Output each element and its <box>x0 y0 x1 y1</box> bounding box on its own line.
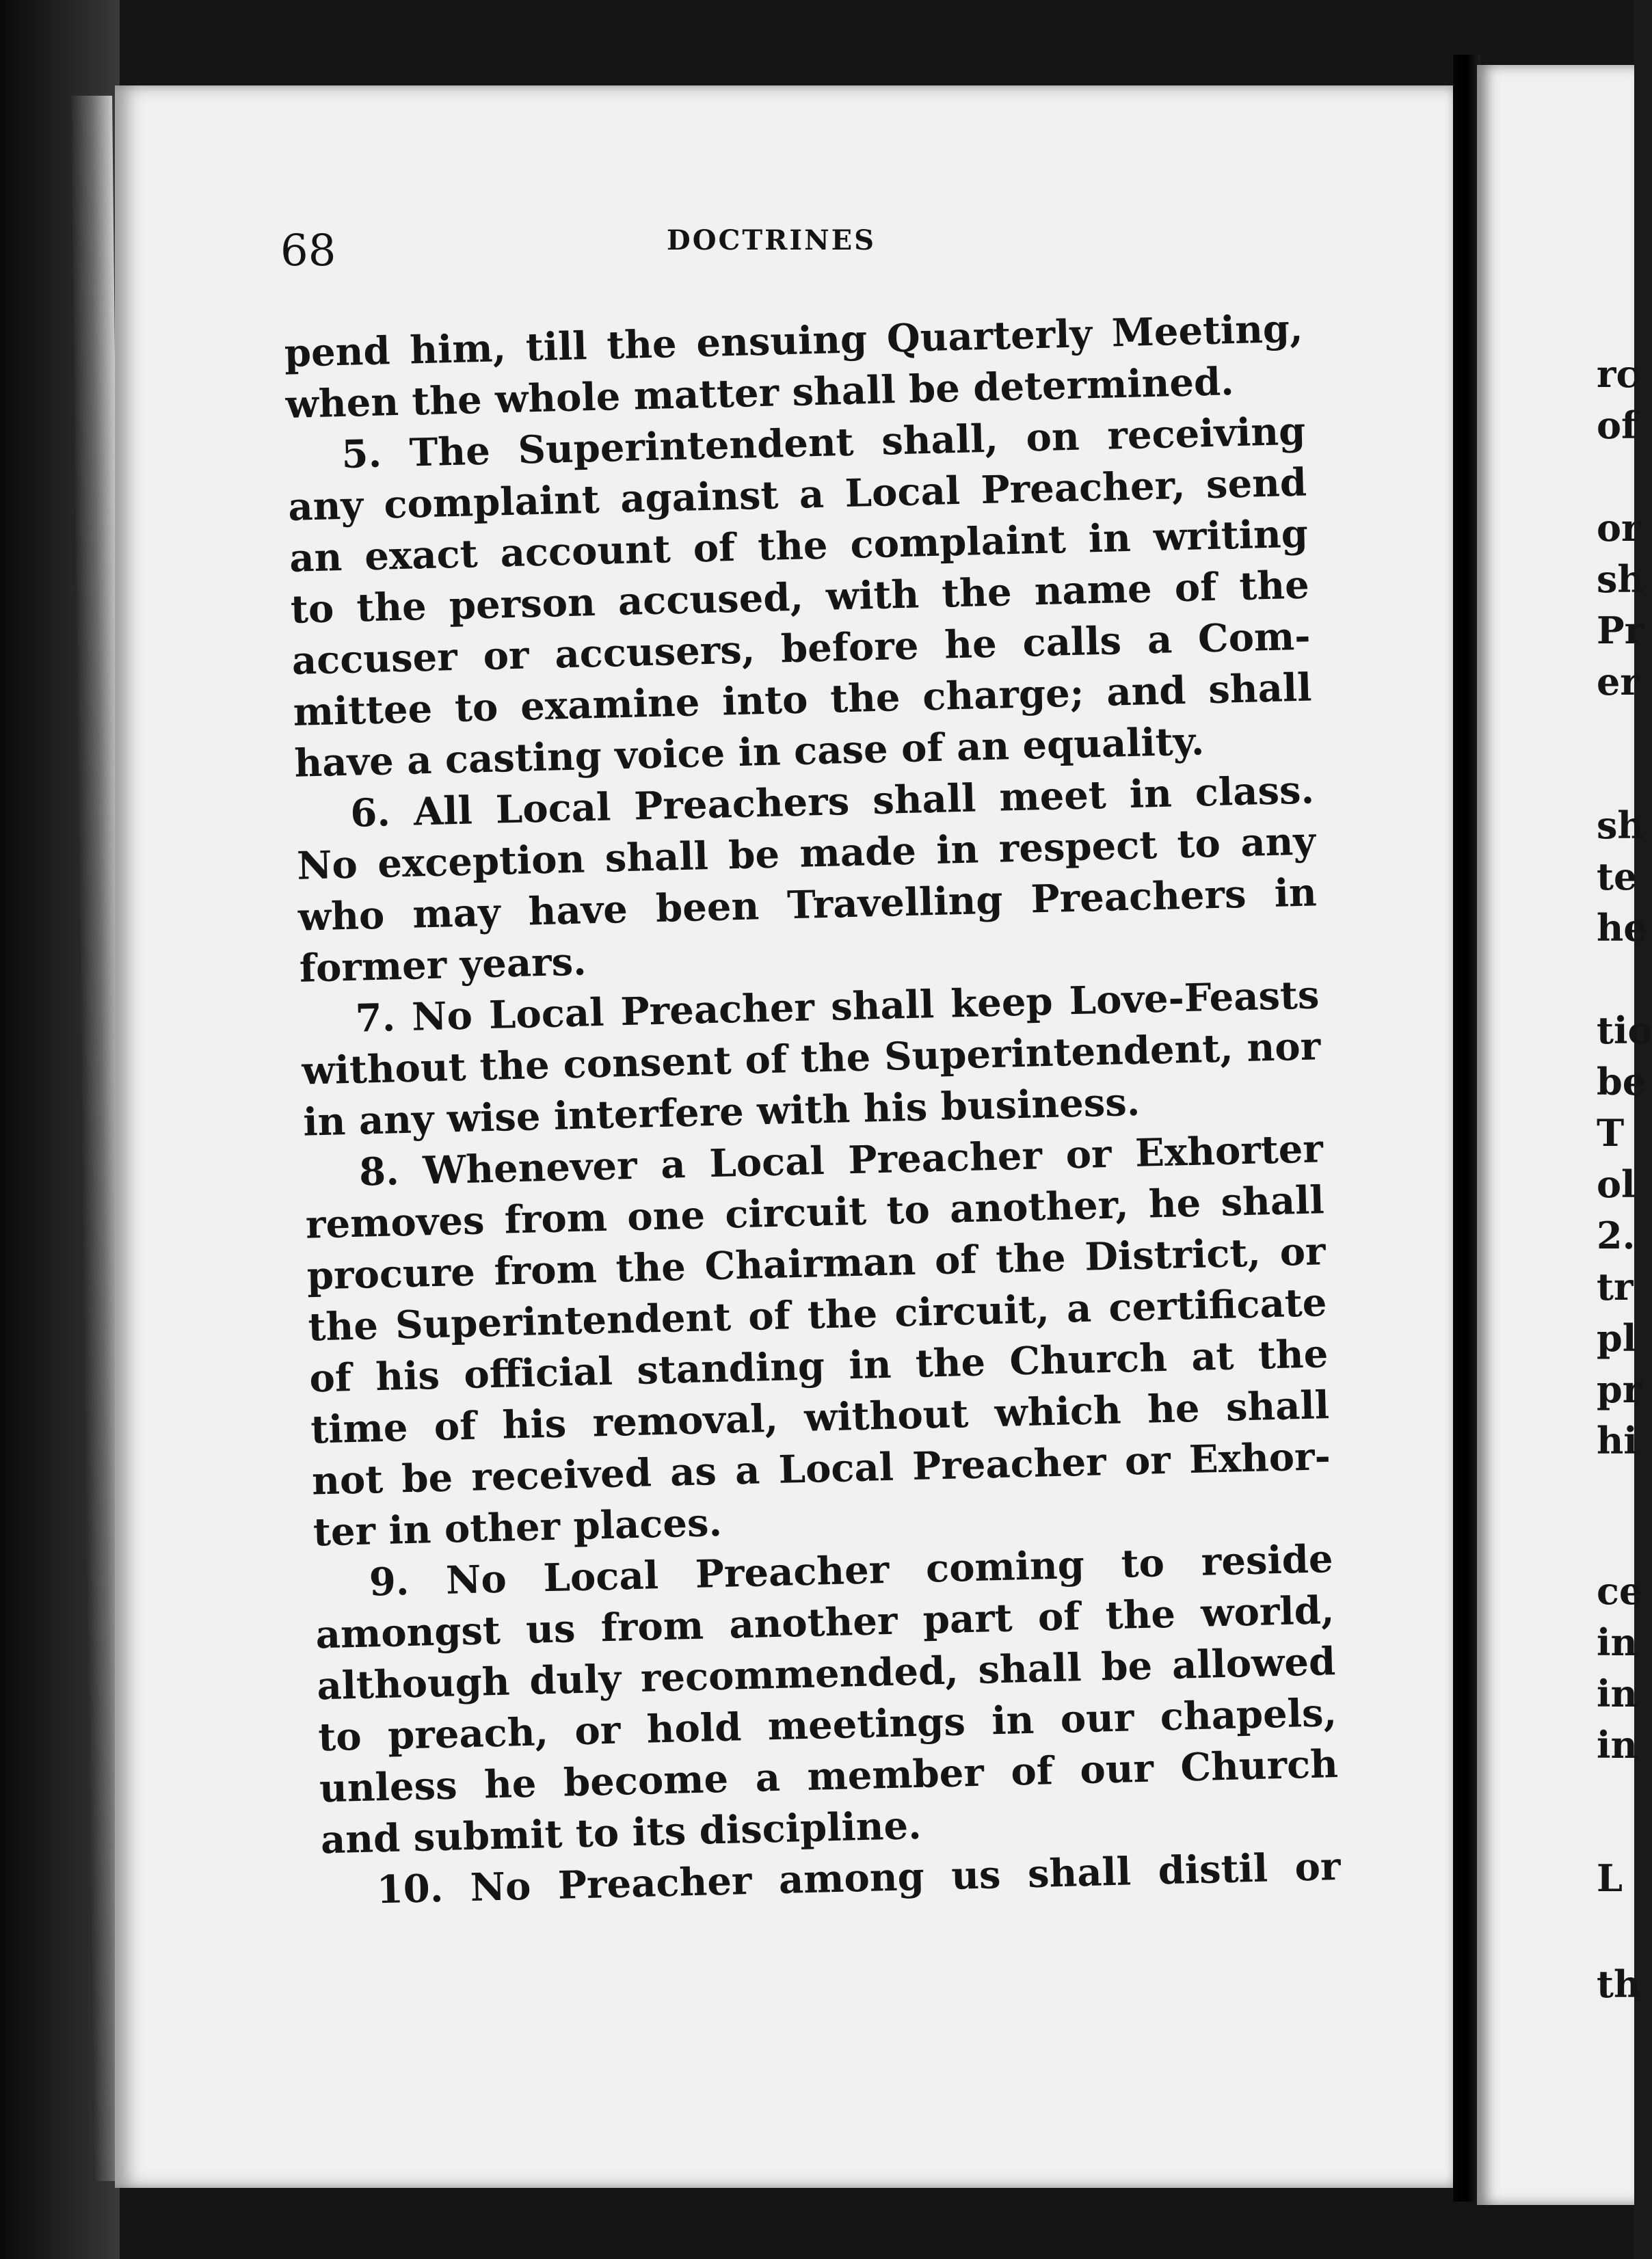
facing-page-fragment: T <box>1597 1111 1625 1155</box>
text-line: removes from one circuit to another, he shall <box>305 1177 1325 1248</box>
facing-page-fragment: te <box>1597 855 1638 898</box>
facing-page-fragment: he <box>1597 906 1647 950</box>
facing-page-fragment: pr <box>1597 1367 1642 1411</box>
text-line: an exact account of the complaint in writing <box>289 511 1309 581</box>
facing-page-fragment: of <box>1597 403 1638 447</box>
text-line: amongst us from another part of the world, <box>315 1588 1335 1658</box>
facing-page-fragment: Pr <box>1597 609 1644 652</box>
text-line: 9. No Local Preacher coming to reside <box>369 1536 1334 1605</box>
text-line: who may have been Travelling Preachers in <box>297 870 1318 940</box>
text-line: No exception shall be made in respect to any <box>296 818 1316 889</box>
page-body-text <box>284 303 1361 1917</box>
text-line: to preach, or hold meetings in our chapels, <box>317 1689 1337 1761</box>
text-line: to the person accused, with the name of the <box>290 562 1310 632</box>
facing-page-fragment: 2. <box>1597 1214 1636 1257</box>
text-line: former years. <box>299 939 587 991</box>
facing-page-fragment: ce <box>1597 1569 1643 1613</box>
text-line: procure from the Chairman of the District, or <box>306 1229 1327 1299</box>
facing-page-fragment: th <box>1597 1962 1641 2006</box>
text-line: pend him, till the ensuing Quarterly Meeting, <box>284 306 1304 376</box>
text-line: 6. All Local Preachers shall meet in class. <box>349 767 1315 836</box>
running-head: DOCTRINES <box>667 224 877 256</box>
facing-page-fragment: be <box>1597 1060 1647 1104</box>
text-line: any complaint against a Local Preacher, send <box>287 459 1307 530</box>
text-line: not be received as a Local Preacher or Exhor- <box>311 1434 1331 1504</box>
text-line: of his official standing in the Church at the <box>308 1331 1329 1402</box>
text-line: time of his removal, without which he shall <box>310 1382 1330 1453</box>
text-line: unless he become a member of our Church <box>319 1741 1339 1812</box>
facing-page-fragment: sh <box>1597 803 1644 847</box>
text-line: and submit to its discipline. <box>320 1802 922 1863</box>
facing-page-fragment: tr <box>1597 1265 1634 1309</box>
facing-page-fragment: tio <box>1597 1008 1652 1052</box>
text-line: in any wise interfere with his business. <box>302 1079 1141 1145</box>
text-line: 7. No Local Preacher shall keep Love-Feasts <box>354 972 1320 1041</box>
text-line: have a casting voice in case of an equality. <box>293 719 1205 786</box>
text-line: accuser or accusers, before he calls a Com- <box>291 613 1311 684</box>
facing-page-fragment: in <box>1597 1620 1638 1664</box>
facing-page-fragment: in <box>1597 1723 1638 1767</box>
facing-page-fragment: in <box>1597 1672 1638 1715</box>
facing-page-fragment: er <box>1597 660 1640 704</box>
text-line: although duly recommended, shall be allowed <box>316 1639 1336 1709</box>
facing-page-fragment: hi <box>1597 1419 1638 1462</box>
text-line: mittee to examine into the charge; and shall <box>292 665 1313 735</box>
facing-page-fragment: pl <box>1597 1316 1637 1360</box>
text-line: ter in other places. <box>312 1499 723 1555</box>
text-line: 10. No Preacher among us shall distil or <box>376 1843 1342 1913</box>
facing-page-fragment: sh <box>1597 557 1644 601</box>
facing-page-fragment: ol <box>1597 1162 1636 1206</box>
text-line: 5. The Superintendent shall, on receiving <box>341 408 1306 477</box>
text-line: 8. Whenever a Local Preacher or Exhorter <box>358 1126 1324 1195</box>
text-line: the Superintendent of the circuit, a certificate <box>307 1280 1328 1350</box>
text-line: when the whole matter shall be determined. <box>284 359 1235 427</box>
page-gutter <box>1453 55 1480 2202</box>
facing-page-fragment: L <box>1597 1856 1623 1900</box>
page-number: 68 <box>280 226 336 276</box>
facing-page-fragment: rc <box>1597 352 1639 396</box>
facing-page-fragment: or <box>1597 506 1641 550</box>
text-line: without the consent of the Superintendent, nor <box>301 1024 1321 1094</box>
